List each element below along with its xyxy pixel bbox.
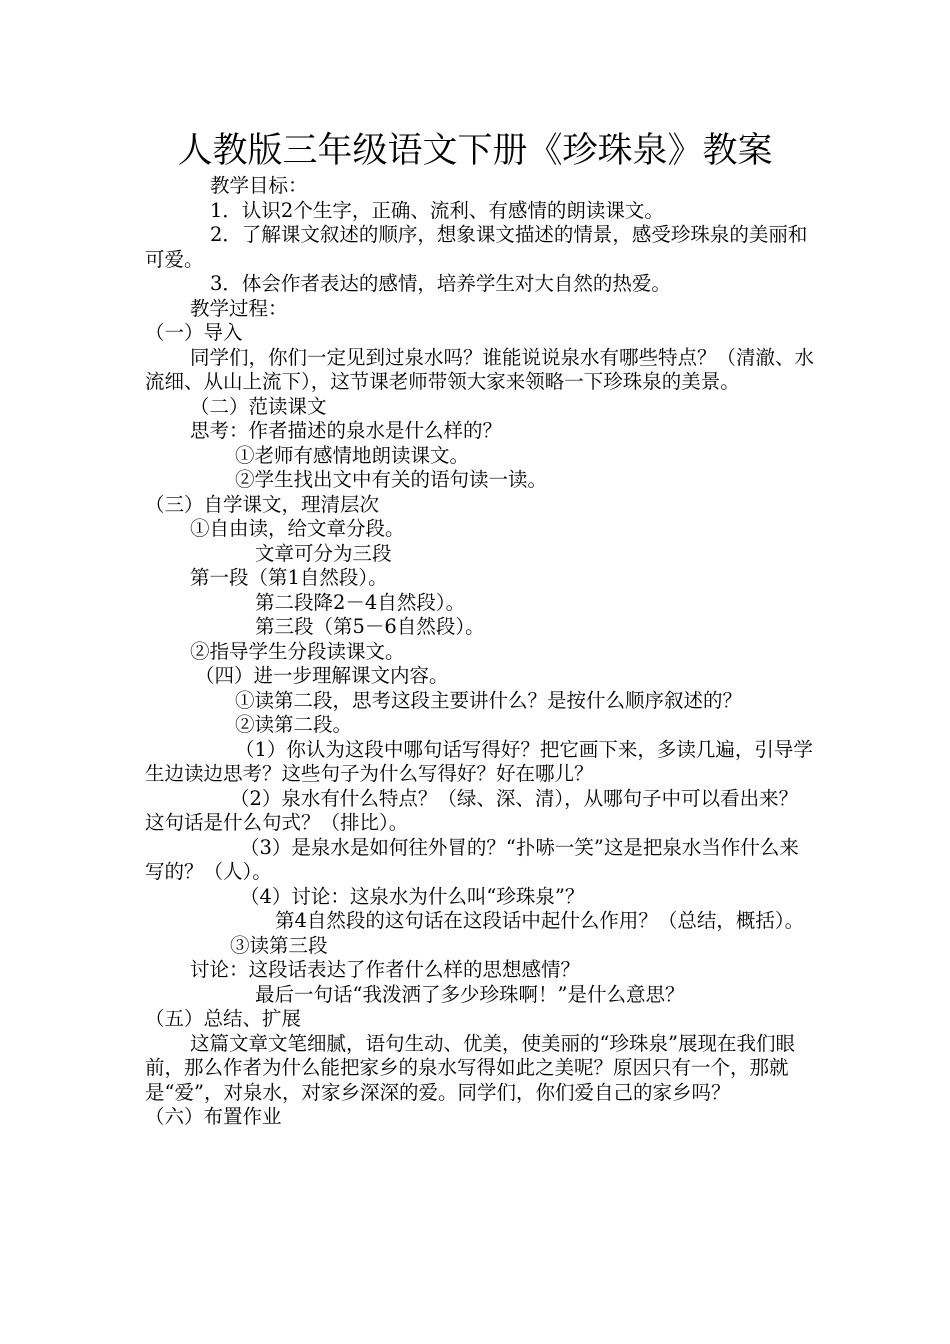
section-6-heading: （六）布置作业 (145, 1105, 282, 1128)
section-1-heading: （一）导入 (145, 321, 243, 344)
document-title: 人教版三年级语文下册《珍珠泉》教案 (177, 131, 773, 171)
question-4-followup-text: 第4自然段的这句话在这段话中起什么作用？（总结，概括）。 (275, 909, 805, 932)
free-read-step: ①自由读，给文章分段。 (190, 517, 405, 540)
part-2: 第二段降2－4自然段）。 (255, 590, 466, 614)
student-read-step: ②学生找出文中有关的语句读一读。 (235, 468, 548, 491)
section-2-heading: （二）范读课文 (190, 394, 327, 418)
summary-paragraph-text: 这篇文章文笔细腻，语句生动、优美，使美丽的“珍珠泉”展现在我们眼前，那么作者为什么能把家乡的泉水写得如此之美呢？原因只有一个，那就是“爱”，对泉水，对家乡深深的爱。同学们，你们爱自己的家乡吗？ (145, 1031, 795, 1104)
intro-paragraph (145, 346, 815, 395)
question-3-text: （3）是泉水是如何往外冒的？“扑哧一笑”这是把泉水当作什么来写的？（人）。 (145, 835, 799, 883)
question-1 (145, 738, 815, 787)
guide-read-step: ②指导学生分段读课文。 (190, 639, 405, 663)
section-4-heading: （四）进一步理解课文内容。 (195, 664, 449, 687)
intro-paragraph-text: 同学们，你们一定见到过泉水吗？谁能说说泉水有哪些特点？（清澈、水流细、从山上流下），这节课老师带领大家来领略一下珍珠泉的美景。 (145, 345, 815, 393)
teacher-read-step: ①老师有感情地朗读课文。 (235, 443, 470, 467)
objectives-heading: 教学目标： (210, 174, 308, 197)
discussion-question: 讨论：这段话表达了作者什么样的思想感情？ (190, 958, 581, 981)
question-2 (145, 787, 815, 836)
document-body (145, 174, 815, 1130)
section-3-heading: （三）自学课文，理清层次 (145, 492, 380, 516)
read-second-step: ②读第二段。 (235, 713, 353, 736)
objective-3: 3．体会作者表达的感情，培养学生对大自然的热爱。 (210, 272, 671, 295)
read-second-question: ①读第二段，思考这段主要讲什么？是按什么顺序叙述的？ (235, 688, 743, 712)
part-1: 第一段（第1自然段）。 (190, 566, 388, 589)
process-heading: 教学过程： (190, 296, 288, 320)
summary-paragraph (145, 1032, 815, 1106)
objective-2 (145, 223, 815, 272)
three-parts-note: 文章可分为三段 (255, 541, 392, 565)
last-sentence-question: 最后一句话“我泼洒了多少珍珠啊！”是什么意思？ (255, 982, 685, 1006)
question-4: （4）讨论：这泉水为什么叫“珍珠泉”？ (240, 884, 585, 908)
question-2-text: （2）泉水有什么特点？（绿、深、清），从哪句子中可以看出来？这句话是什么句式？（排比）。 (145, 786, 799, 834)
objective-1: 1．认识2个生字，正确、流利、有感情的朗读课文。 (210, 198, 664, 222)
read-third-step: ③读第三段 (230, 933, 328, 957)
question-4-followup (145, 909, 815, 934)
question-1-text: （1）你认为这段中哪句话写得好？把它画下来，多读几遍，引导学生边读边思考？这些句子为什么写得好？好在哪儿？ (145, 737, 813, 785)
question-3 (145, 836, 815, 885)
section-5-heading: （五）总结、扩展 (145, 1007, 302, 1030)
objective-2-text: 2．了解课文叙述的顺序，想象课文描述的情景，感受珍珠泉的美丽和可爱。 (145, 223, 808, 271)
part-3: 第三段（第5－6自然段）。 (255, 615, 485, 638)
think-question: 思考：作者描述的泉水是什么样的？ (190, 419, 503, 442)
